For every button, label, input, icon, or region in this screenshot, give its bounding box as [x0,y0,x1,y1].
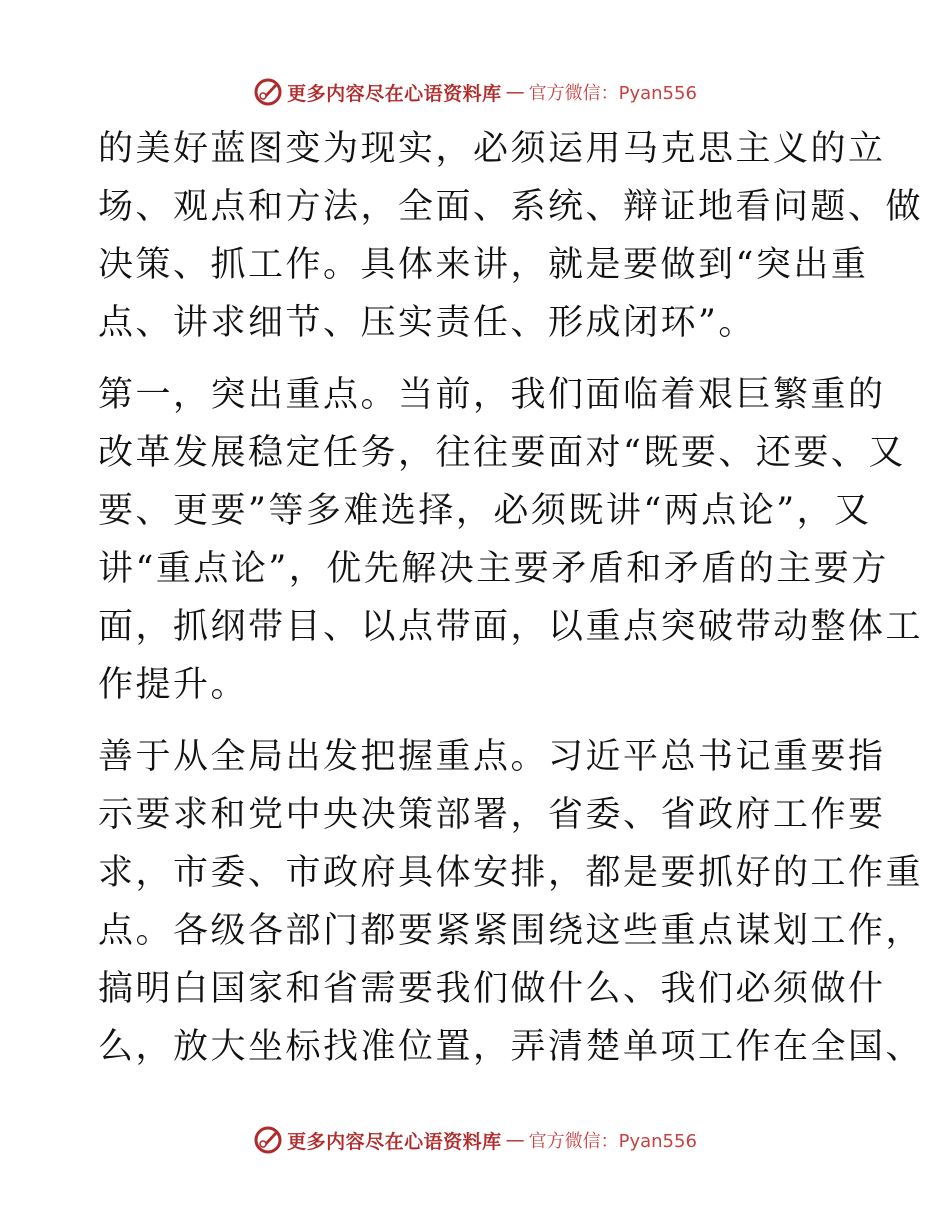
banner-contact: 官方微信：Pyan556 [528,83,697,104]
text-line: 点、讲求细节、压实责任、形成闭环”。 [98,303,756,343]
quill-logo-icon [253,1125,283,1155]
banner-separator: — [505,1129,525,1151]
header-banner [0,72,950,112]
text-line: 善于从全局出发把握重点。习近平总书记重要指 [98,737,886,777]
banner-separator: — [505,81,525,103]
banner-text: 更多内容尽在心语资料库 [287,1130,502,1153]
footer-banner [0,1120,950,1160]
document-body [98,120,924,1076]
text-line: 的美好蓝图变为现实，必须运用马克思主义的立 [98,129,886,169]
text-line: 改革发展稳定任务，往往要面对“既要、还要、又 [98,433,906,473]
text-line: 面，抓纲带目、以点带面，以重点突破带动整体工 [98,607,924,647]
paragraph-1 [98,120,924,352]
text-line: 搞明白国家和省需要我们做什么、我们必须做什 [98,969,886,1009]
text-line: 第一，突出重点。当前，我们面临着艰巨繁重的 [98,375,886,415]
text-line: 么，放大坐标找准位置，弄清楚单项工作在全国、 [98,1027,924,1067]
paragraph-3 [98,728,924,1076]
text-line: 要、更要”等多难选择，必须既讲“两点论”，又 [98,491,872,531]
paragraph-2 [98,366,924,714]
text-line: 决策、抓工作。具体来讲，就是要做到“突出重 [98,245,869,285]
text-line: 作提升。 [98,665,249,705]
text-line: 示要求和党中央决策部署，省委、省政府工作要 [98,795,886,835]
text-line: 点。各级各部门都要紧紧围绕这些重点谋划工作， [98,911,924,951]
text-line: 讲“重点论”，优先解决主要矛盾和矛盾的主要方 [98,549,889,589]
quill-logo-icon [253,77,283,107]
banner-text: 更多内容尽在心语资料库 [287,82,502,105]
text-line: 求，市委、市政府具体安排，都是要抓好的工作重 [98,853,924,893]
text-line: 场、观点和方法，全面、系统、辩证地看问题、做 [98,187,924,227]
banner-contact: 官方微信：Pyan556 [528,1131,697,1152]
